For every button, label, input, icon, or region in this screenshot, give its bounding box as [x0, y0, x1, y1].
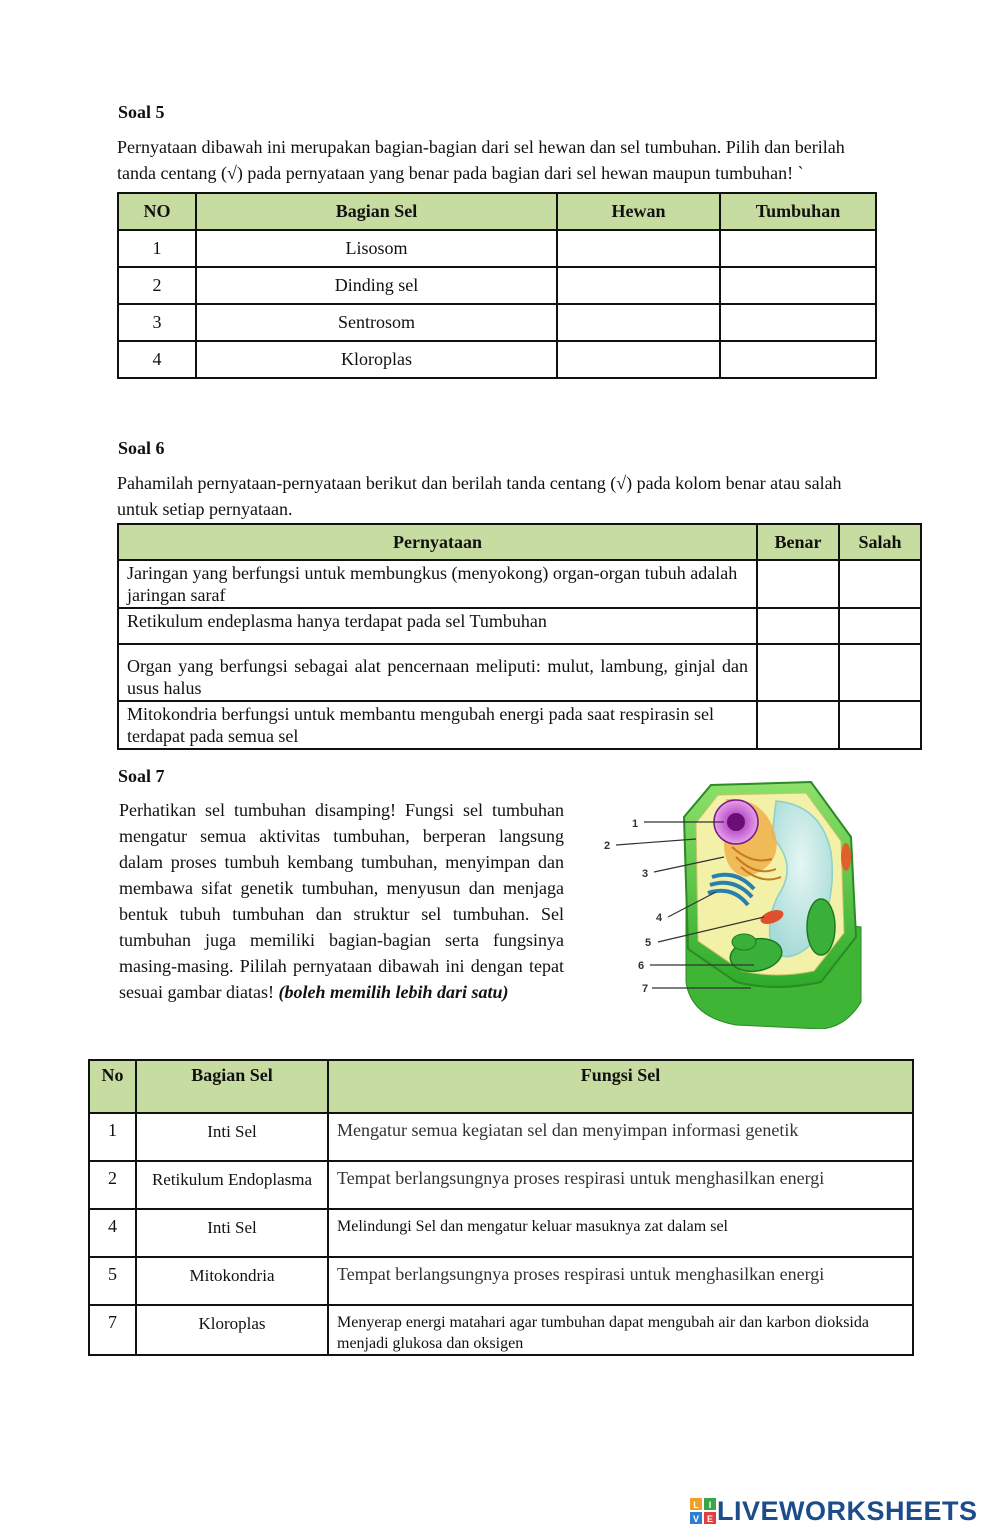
table-row[interactable] — [89, 1113, 913, 1161]
check-cell-plant[interactable] — [720, 230, 876, 267]
cell-function: Menyerap energi matahari agar tumbuhan dapat mengubah air dan karbon dioksida menjadi glukosa dan oksigen — [328, 1305, 913, 1355]
soal7-paragraph — [119, 797, 564, 1005]
statement-text: Jaringan yang berfungsi untuk membungkus (menyokong) organ-organ tubuh adalah jaringan saraf — [118, 560, 757, 608]
soal5-instruction-line2: tanda centang (√) pada pernyataan yang benar pada bagian dari sel hewan maupun tumbuhan! ` — [117, 163, 804, 183]
soal6-table — [117, 523, 922, 750]
statement-text: Retikulum endeplasma hanya terdapat pada sel Tumbuhan — [118, 608, 757, 644]
soal7-heading: Soal 7 — [118, 766, 165, 786]
diagram-label-2: 2 — [604, 840, 611, 852]
table-row — [118, 560, 921, 608]
soal5-instruction — [117, 134, 937, 186]
table-row[interactable] — [89, 1257, 913, 1305]
logo-letter-v: V — [692, 1514, 700, 1524]
soal6-heading: Soal 6 — [118, 438, 165, 458]
liveworksheets-logo-icon — [690, 1498, 716, 1524]
logo-letter-l: L — [693, 1500, 699, 1510]
diagram-label-6: 6 — [638, 960, 645, 972]
check-cell-plant[interactable] — [720, 304, 876, 341]
row-number: 3 — [118, 304, 196, 341]
table-row[interactable] — [89, 1209, 913, 1257]
row-number: 4 — [89, 1209, 136, 1257]
check-cell-animal[interactable] — [557, 304, 720, 341]
check-cell-plant[interactable] — [720, 341, 876, 378]
diagram-label-3: 3 — [642, 868, 649, 880]
row-number: 5 — [89, 1257, 136, 1305]
soal6-header-statement: Pernyataan — [118, 524, 757, 560]
cell-part: Mitokondria — [136, 1257, 328, 1305]
table-row — [118, 267, 876, 304]
liveworksheets-brand: LIVEWORKSHEETS — [717, 1495, 978, 1526]
table-row — [118, 230, 876, 267]
check-cell-true[interactable] — [757, 608, 839, 644]
table-row[interactable] — [89, 1305, 913, 1355]
soal7-paragraph-emphasis: (boleh memilih lebih dari satu) — [278, 982, 509, 1002]
check-cell-animal[interactable] — [557, 341, 720, 378]
check-cell-plant[interactable] — [720, 267, 876, 304]
liveworksheets-logo — [690, 1494, 978, 1528]
diagram-label-7: 7 — [642, 983, 649, 995]
diagram-label-5: 5 — [645, 937, 652, 949]
soal5-header-plant: Tumbuhan — [720, 193, 876, 230]
soal6-header-false: Salah — [839, 524, 921, 560]
check-cell-false[interactable] — [839, 608, 921, 644]
table-row — [118, 701, 921, 749]
soal6-instruction — [117, 470, 937, 522]
soal7-paragraph-text: Perhatikan sel tumbuhan disamping! Fungsi sel tumbuhan mengatur semua aktivitas tumbuhan, berperan langsung dalam proses tumbuh kembang tumbuhan, menyimpan dan membawa sifat genetik tumbuhan, menyusun dan menjaga bentuk tubuh tumbuhan dan struktur sel tumbuhan. Sel tumbuhan juga memiliki bagian-bagian serta fungsinya masing-masing. Pililah pernyataan dibawah ini dengan tepat sesuai gambar diatas! — [119, 800, 564, 1002]
table-row — [118, 608, 921, 644]
check-cell-true[interactable] — [757, 701, 839, 749]
cell-part: Retikulum Endoplasma — [136, 1161, 328, 1209]
soal5-table — [117, 192, 877, 379]
diagram-label-1: 1 — [632, 818, 639, 830]
soal7-table — [88, 1059, 914, 1356]
row-number: 2 — [118, 267, 196, 304]
cell-part: Inti Sel — [136, 1209, 328, 1257]
soal5-header-part: Bagian Sel — [196, 193, 557, 230]
logo-letter-e: E — [706, 1514, 714, 1524]
table-row — [118, 644, 921, 701]
soal5-header-animal: Hewan — [557, 193, 720, 230]
cell-part: Dinding sel — [196, 267, 557, 304]
soal7-header-function: Fungsi Sel — [328, 1060, 913, 1113]
cell-function: Tempat berlangsungnya proses respirasi untuk menghasilkan energi — [328, 1257, 913, 1305]
check-cell-animal[interactable] — [557, 267, 720, 304]
cell-part: Kloroplas — [136, 1305, 328, 1355]
row-number: 1 — [118, 230, 196, 267]
table-row — [118, 341, 876, 378]
check-cell-true[interactable] — [757, 644, 839, 701]
soal7-header-part: Bagian Sel — [136, 1060, 328, 1113]
row-number: 2 — [89, 1161, 136, 1209]
cell-part: Sentrosom — [196, 304, 557, 341]
statement-text: Organ yang berfungsi sebagai alat pencernaan meliputi: mulut, lambung, ginjal dan usus halus — [118, 644, 757, 701]
table-row — [118, 304, 876, 341]
statement-text: Mitokondria berfungsi untuk membantu mengubah energi pada saat respirasin sel terdapat pada semua sel — [118, 701, 757, 749]
soal5-instruction-line1: Pernyataan dibawah ini merupakan bagian-bagian dari sel hewan dan sel tumbuhan. Pilih dan berilah — [117, 137, 845, 157]
check-cell-false[interactable] — [839, 701, 921, 749]
cell-function: Melindungi Sel dan mengatur keluar masuknya zat dalam sel — [328, 1209, 913, 1257]
soal6-header-true: Benar — [757, 524, 839, 560]
soal5-header-no: NO — [118, 193, 196, 230]
logo-letter-i: I — [708, 1500, 712, 1510]
cell-function: Tempat berlangsungnya proses respirasi untuk menghasilkan energi — [328, 1161, 913, 1209]
plant-cell-diagram — [576, 777, 921, 1029]
row-number: 1 — [89, 1113, 136, 1161]
diagram-label-4: 4 — [656, 912, 663, 924]
table-row[interactable] — [89, 1161, 913, 1209]
soal6-instruction-line2: untuk setiap pernyataan. — [117, 499, 293, 519]
soal6-instruction-line1: Pahamilah pernyataan-pernyataan berikut dan berilah tanda centang (√) pada kolom benar atau salah — [117, 473, 842, 493]
cell-part: Kloroplas — [196, 341, 557, 378]
check-cell-false[interactable] — [839, 644, 921, 701]
check-cell-true[interactable] — [757, 560, 839, 608]
check-cell-false[interactable] — [839, 560, 921, 608]
soal7-header-no: No — [89, 1060, 136, 1113]
cell-part: Lisosom — [196, 230, 557, 267]
row-number: 7 — [89, 1305, 136, 1355]
cell-part: Inti Sel — [136, 1113, 328, 1161]
check-cell-animal[interactable] — [557, 230, 720, 267]
row-number: 4 — [118, 341, 196, 378]
soal5-heading: Soal 5 — [118, 102, 165, 122]
cell-function: Mengatur semua kegiatan sel dan menyimpan informasi genetik — [328, 1113, 913, 1161]
